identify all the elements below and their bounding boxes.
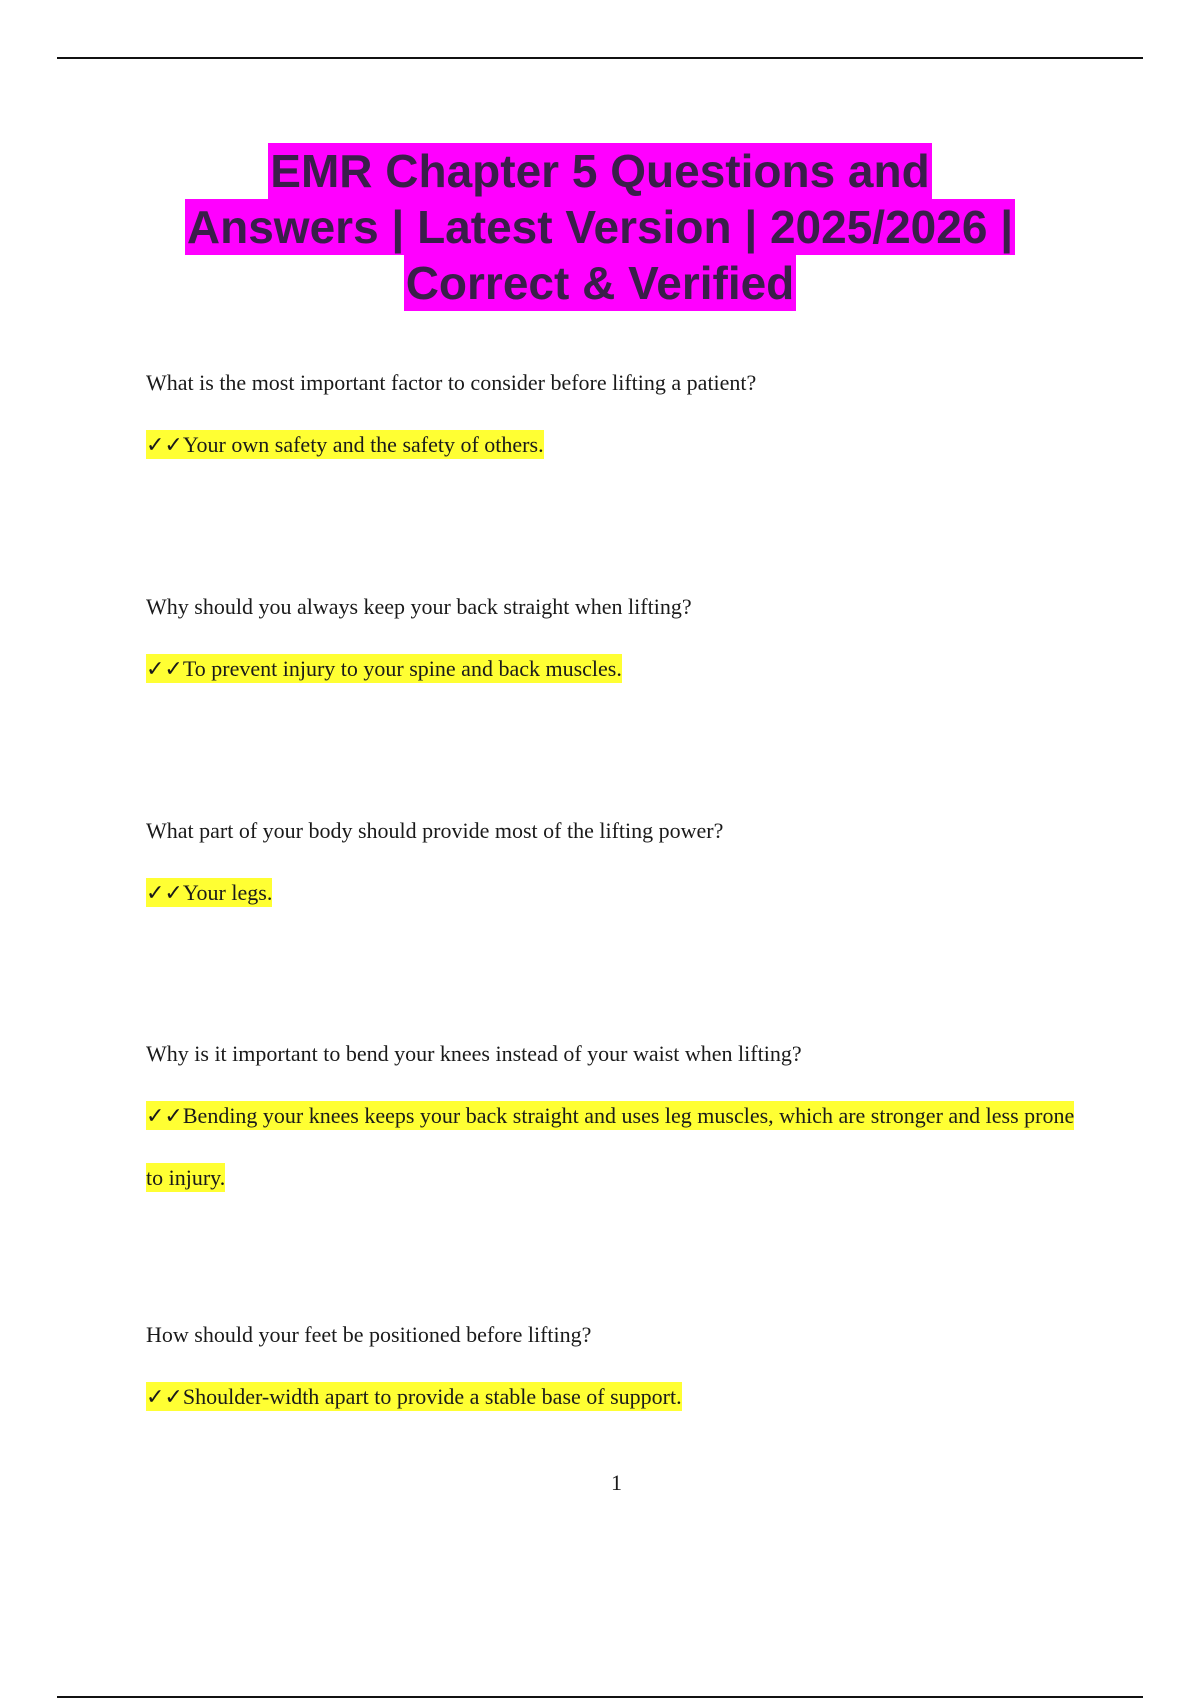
answer-text: ✓✓Your own safety and the safety of others. <box>146 432 544 458</box>
question-text: Why should you always keep your back straight when lifting? <box>146 594 692 619</box>
bottom-rule <box>57 1696 1143 1698</box>
answer-text: ✓✓Shoulder-width apart to provide a stable base of support. <box>146 1384 682 1410</box>
title-line-1: EMR Chapter 5 Questions and <box>270 145 930 197</box>
check-icon: ✓✓ <box>146 433 183 458</box>
top-rule <box>57 57 1143 59</box>
page-number: 1 <box>611 1470 622 1495</box>
answer-text: ✓✓Bending your knees keeps your back straight and uses leg muscles, which are stronger and less prone to injury. <box>146 1103 1075 1190</box>
question-text: How should your feet be positioned before lifting? <box>146 1322 592 1347</box>
check-icon: ✓✓ <box>146 1385 183 1410</box>
check-icon: ✓✓ <box>146 1104 183 1129</box>
question-text: Why is it important to bend your knees instead of your waist when lifting? <box>146 1041 802 1066</box>
question-text: What part of your body should provide most of the lifting power? <box>146 818 724 843</box>
document-title <box>100 143 1100 311</box>
answer-text: ✓✓Your legs. <box>146 880 273 906</box>
check-icon: ✓✓ <box>146 881 183 906</box>
question-text: What is the most important factor to consider before lifting a patient? <box>146 370 757 395</box>
title-line-2: Answers | Latest Version | 2025/2026 | <box>186 201 1014 253</box>
answer-text: ✓✓To prevent injury to your spine and back muscles. <box>146 656 622 682</box>
title-line-3: Correct & Verified <box>405 257 795 309</box>
check-icon: ✓✓ <box>146 657 183 682</box>
